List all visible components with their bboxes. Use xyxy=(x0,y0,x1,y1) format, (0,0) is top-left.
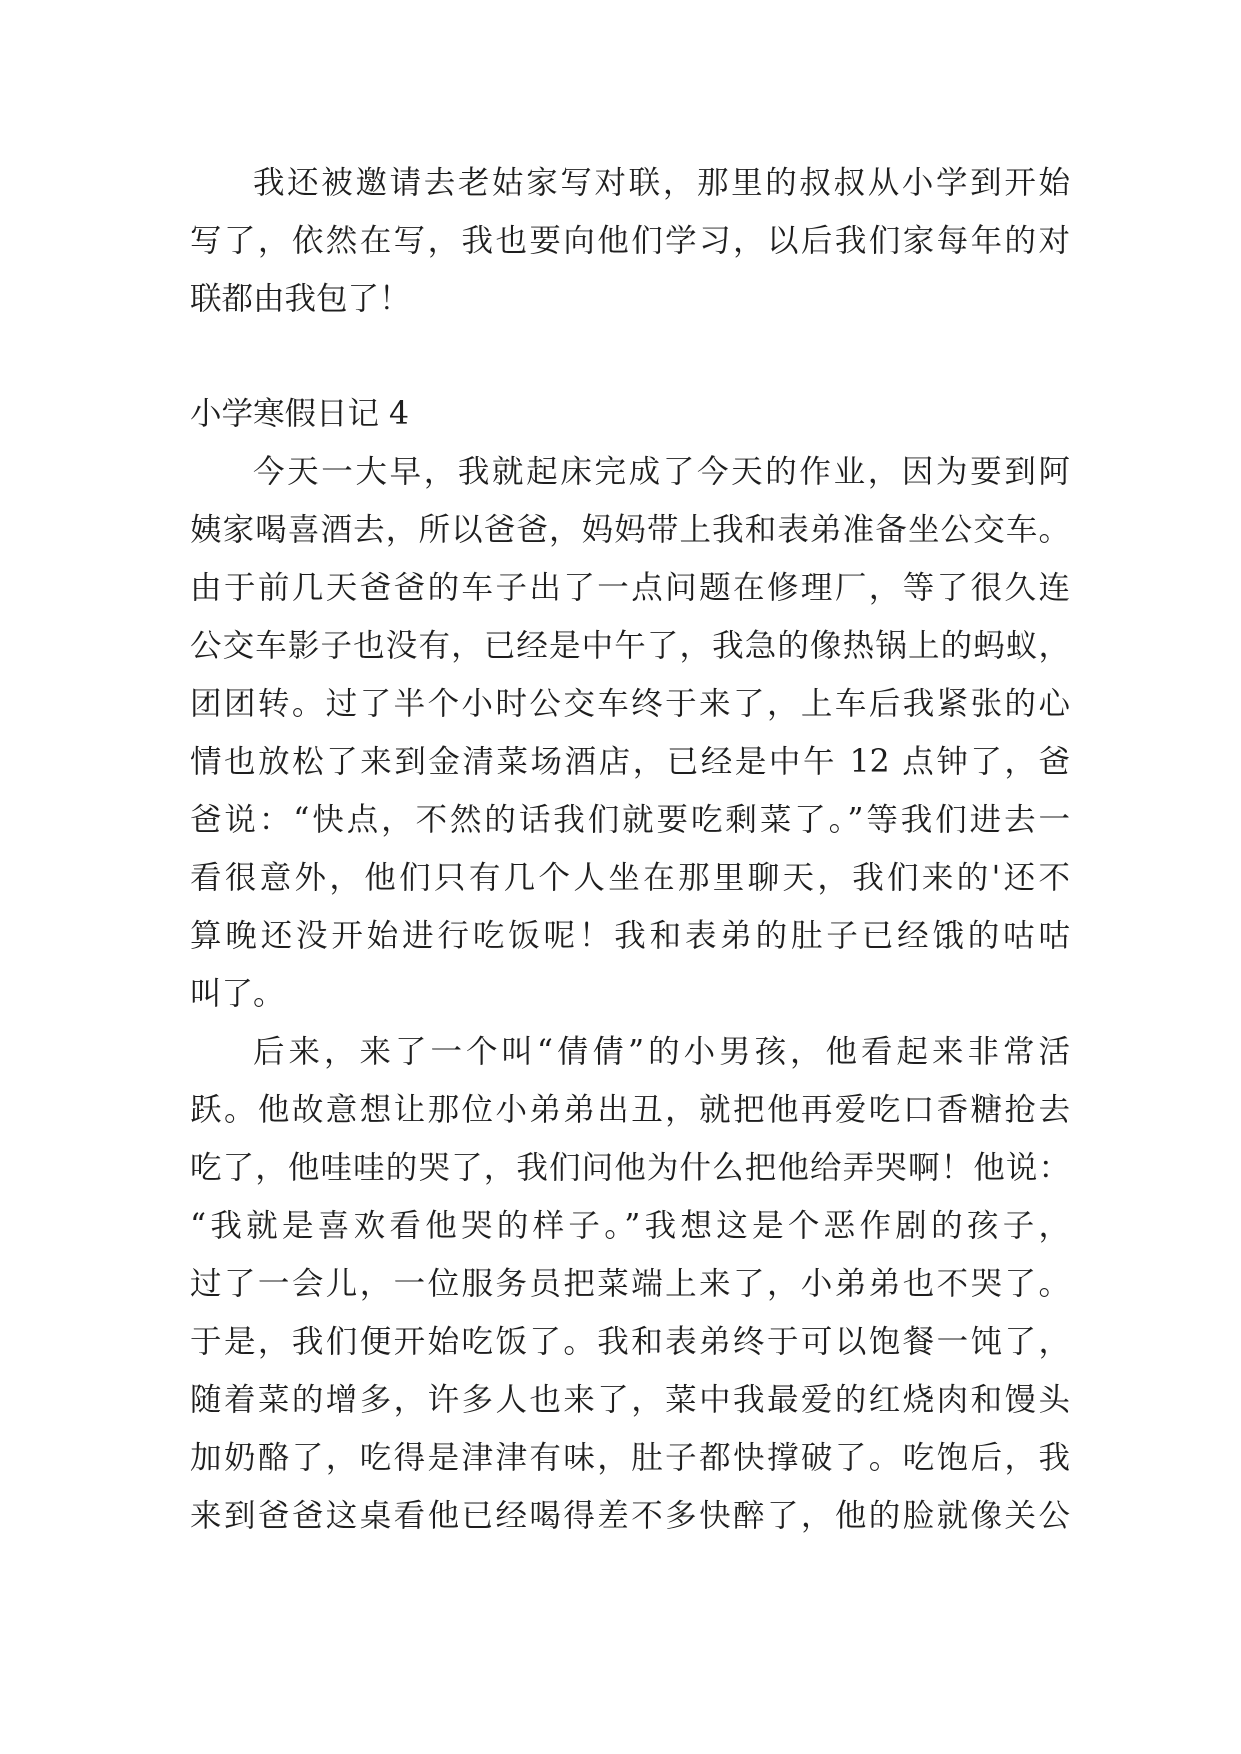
paragraph-3-line-8: 加奶酪了，吃得是津津有味，肚子都快撑破了。吃饱后，我 xyxy=(190,1440,1070,1476)
paragraph-2-line-7: 爸说：“快点，不然的话我们就要吃剩菜了。”等我们进去一 xyxy=(190,802,1070,838)
paragraph-2-line-5: 团团转。过了半个小时公交车终于来了，上车后我紧张的心 xyxy=(190,686,1070,722)
paragraph-1-line-1: 我还被邀请去老姑家写对联，那里的叔叔从小学到开始 xyxy=(253,165,1070,201)
paragraph-3-line-7: 随着菜的增多，许多人也来了，菜中我最爱的红烧肉和馒头 xyxy=(190,1382,1070,1418)
paragraph-2-line-4: 公交车影子也没有，已经是中午了，我急的像热锅上的蚂蚁， xyxy=(190,628,1070,664)
paragraph-2-line-6: 情也放松了来到金清菜场酒店，已经是中午 12 点钟了，爸 xyxy=(190,744,1070,780)
paragraph-2-line-2: 姨家喝喜酒去，所以爸爸，妈妈带上我和表弟准备坐公交车。 xyxy=(190,512,1070,548)
paragraph-3-line-5: 过了一会儿，一位服务员把菜端上来了，小弟弟也不哭了。 xyxy=(190,1266,1070,1302)
paragraph-3-line-1: 后来，来了一个叫“倩倩”的小男孩，他看起来非常活 xyxy=(253,1034,1070,1070)
paragraph-2-line-3: 由于前几天爸爸的车子出了一点问题在修理厂，等了很久连 xyxy=(190,570,1070,606)
paragraph-3-line-3: 吃了，他哇哇的哭了，我们问他为什么把他给弄哭啊！他说： xyxy=(190,1150,1070,1186)
paragraph-3-line-2: 跃。他故意想让那位小弟弟出丑，就把他再爱吃口香糖抢去 xyxy=(190,1092,1070,1128)
paragraph-3-line-4: “我就是喜欢看他哭的样子。”我想这是个恶作剧的孩子， xyxy=(190,1208,1070,1244)
paragraph-3-line-6: 于是，我们便开始吃饭了。我和表弟终于可以饱餐一饨了， xyxy=(190,1324,1070,1360)
paragraph-2-line-10: 叫了。 xyxy=(190,976,285,1012)
paragraph-1-line-3: 联都由我包了！ xyxy=(190,281,411,317)
paragraph-1-line-2: 写了，依然在写，我也要向他们学习，以后我们家每年的对 xyxy=(190,223,1070,259)
paragraph-3-line-9: 来到爸爸这桌看他已经喝得差不多快醉了，他的脸就像关公 xyxy=(190,1498,1070,1534)
paragraph-2-line-1: 今天一大早，我就起床完成了今天的作业，因为要到阿 xyxy=(253,454,1070,490)
paragraph-2-line-8: 看很意外，他们只有几个人坐在那里聊天，我们来的'还不 xyxy=(190,860,1070,896)
section-heading: 小学寒假日记 4 xyxy=(190,396,410,432)
paragraph-2-line-9: 算晚还没开始进行吃饭呢！我和表弟的肚子已经饿的咕咕 xyxy=(190,918,1070,954)
